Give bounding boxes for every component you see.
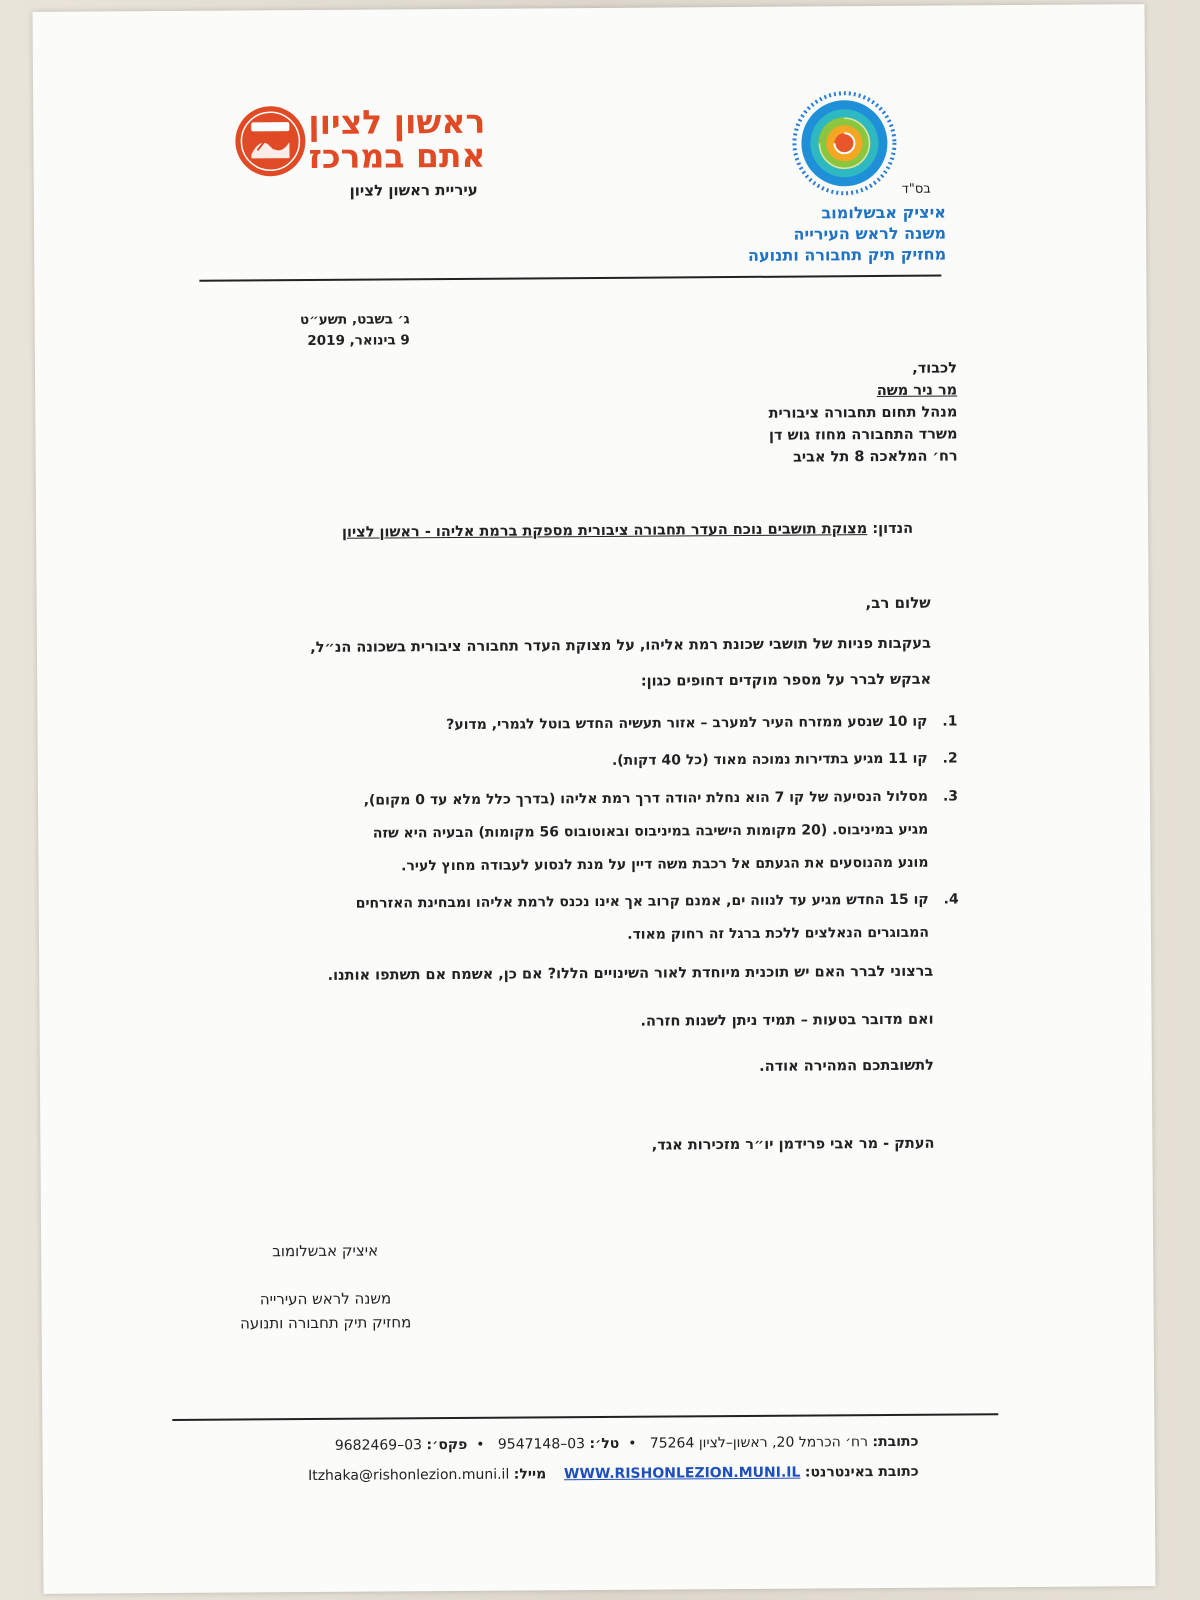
sender-role: משנה לראש העירייה xyxy=(793,223,947,244)
mail-label: מייל: xyxy=(513,1466,547,1483)
greeting: שלום רב, xyxy=(865,593,931,613)
list-item-line: קו 15 החדש מגיע עד לנווה ים, אמנם קרוב אך אינו נכנס לרמת אליהו ומבחינת האזרחים xyxy=(355,891,929,912)
list-item-line: מסלול הנסיעה של קו 7 הוא נחלת יהודה דרך רמת אליהו (בדרך כלל מלא עד 0 מקום), xyxy=(363,788,929,809)
email-link[interactable]: Itzhaka@rishonlezion.muni.il xyxy=(308,1466,510,1485)
subject-label: הנדון: xyxy=(872,520,914,538)
fax-value: 03–9682469 xyxy=(334,1437,423,1454)
intro-line-1: בעקבות פניות של תושבי שכונת רמת אליהו, על מצוקת העדר תחבורה ציבורית בשכונה הנ״ל, xyxy=(310,635,931,656)
spiral-logo-icon xyxy=(789,88,900,199)
header-divider xyxy=(199,275,941,282)
list-item-line: מגיע במיניבוס. (20 מקומות הישיבה במיניבוס ובאוטובוס 56 מקומות) הבעיה היא שזה xyxy=(372,821,929,842)
intro-line-2: אבקש לברר על מספר מוקדים דחופים כגון: xyxy=(640,671,932,690)
fax-label: פקס׳: xyxy=(426,1436,468,1454)
address-value: רח׳ הכרמל 20, ראשון–לציון 75264 xyxy=(649,1434,869,1452)
recipient-block xyxy=(637,357,958,469)
hebrew-date: ג׳ בשבט, תשע״ט xyxy=(299,311,410,329)
list-item xyxy=(238,743,958,781)
footer-web-line xyxy=(279,1464,919,1484)
recipient-office: משרד התחבורה מחוז גוש דן xyxy=(768,426,958,444)
footer-divider xyxy=(172,1413,998,1420)
salutation: לכבוד, xyxy=(912,360,958,377)
subject-text: מצוקת תושבים נוכח העדר תחבורה ציבורית מספקת ברמת אליהו - ראשון לציון xyxy=(341,521,868,541)
phone-value: 03–9547148 xyxy=(497,1436,586,1453)
municipality-subtitle: עיריית ראשון לציון xyxy=(349,180,478,200)
list-item-number: 1. xyxy=(942,713,958,730)
list-item xyxy=(239,884,959,955)
list-item-line: קו 11 מגיע בתדירות נמוכה מאוד (כל 40 דקות). xyxy=(611,750,928,769)
paragraph-correction: ואם מדובר בטעות – תמיד ניתן לשנות חזרה. xyxy=(640,1011,934,1030)
paragraph-question: ברצוני לברר האם יש תוכנית מיוחדת לאור השינויים הללו? אם כן, אשמח אם תשתפו אותנו. xyxy=(327,963,934,984)
sender-portfolio: מחזיק תיק תחבורה ותנועה xyxy=(747,244,947,265)
sender-block xyxy=(686,202,946,267)
list-item-line: קו 10 שנסע ממזרח העיר למערב – אזור תעשיה החדש בוטל לגמרי, מדוע? xyxy=(446,713,928,734)
gregorian-date: 9 בינואר, 2019 xyxy=(307,332,410,349)
municipality-tagline: אתם במרכז xyxy=(308,135,486,176)
letter-page xyxy=(32,4,1155,1594)
signature-portfolio: מחזיק תיק תחבורה ותנועה xyxy=(239,1313,412,1333)
cc-line: העתק - מר אבי פרידמן יו״ר מזכירות אגד, xyxy=(651,1135,935,1154)
phone-label: טל׳: xyxy=(589,1435,620,1453)
list-item-number: 2. xyxy=(942,750,958,767)
recipient-title: מנהל תחום תחבורה ציבורית xyxy=(768,404,958,422)
municipality-slogan xyxy=(285,101,486,176)
list-item xyxy=(237,706,958,744)
list-item-line: מונע מהנוסעים את הגעתם אל רכבת משה דיין על מנת לנסוע לעבודה מחוץ לעיר. xyxy=(401,854,929,875)
sender-name: איציק אבשלומוב xyxy=(821,202,946,223)
website-link[interactable]: WWW.RISHONLEZION.MUNI.IL xyxy=(563,1464,801,1483)
footer-contact-line: כתובת: רח׳ הכרמל 20, ראשון–לציון 75264 • טל׳: 03–9547148 • פקס׳: 03–9682469 xyxy=(334,1433,919,1454)
paragraph-thanks: לתשובתכם המהירה אודה. xyxy=(759,1057,934,1075)
municipality-name: ראשון לציון xyxy=(308,101,486,142)
signature-name: איציק אבשלומוב xyxy=(272,1241,379,1261)
signature-role: משנה לראש העירייה xyxy=(259,1289,392,1309)
bsd-mark: בס"ד xyxy=(901,181,931,197)
recipient-address: רח׳ המלאכה 8 תל אביב xyxy=(792,448,958,466)
list-item-number: 4. xyxy=(943,891,959,908)
list-item-line: המבוגרים הנאלצים ללכת ברגל זה רחוק מאוד. xyxy=(627,924,929,943)
list-item-number: 3. xyxy=(942,788,959,805)
letter-date xyxy=(250,309,410,352)
subject-line xyxy=(173,521,913,542)
address-label: כתובת: xyxy=(872,1433,919,1451)
web-label: כתובת באינטרנט: xyxy=(804,1463,919,1481)
recipient-name: מר ניר משה xyxy=(876,382,958,400)
list-item xyxy=(238,781,959,885)
